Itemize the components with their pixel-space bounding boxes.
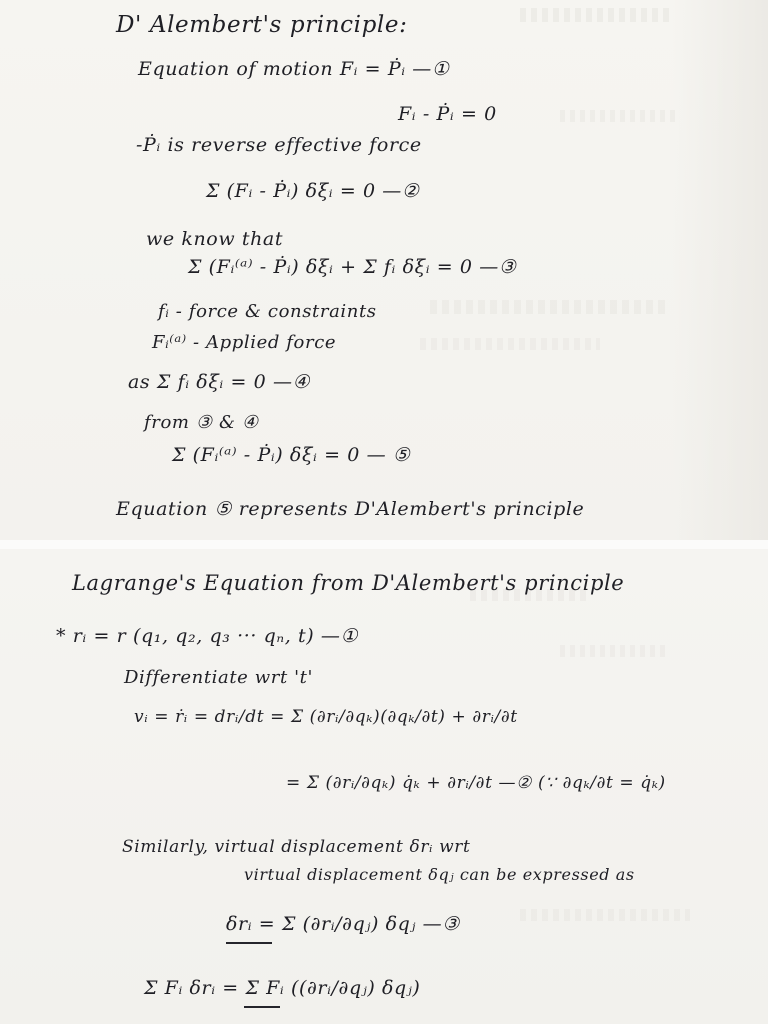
equation-line: δrᵢ = Σ (∂rᵢ/∂qⱼ) δqⱼ —③ [226,913,460,935]
bleed-through-mark [560,110,680,122]
equation-line: -Ṗᵢ is reverse effective force [136,134,422,156]
equation-line: Fᵢ - Ṗᵢ = 0 [398,103,497,125]
equation-line: Fᵢ⁽ᵃ⁾ - Applied force [152,332,337,353]
equation-line: Σ (Fᵢ⁽ᵃ⁾ - Ṗᵢ) δξᵢ = 0 — ⑤ [172,444,411,466]
equation-line: we know that [146,228,284,250]
equation-line: Equation of motion Fᵢ = Ṗᵢ —① [138,58,450,80]
bleed-through-mark [420,338,600,350]
emphasis-underline [244,1006,280,1008]
notebook-page-bottom [0,549,768,1024]
equation-line: Equation ⑤ represents D'Alembert's principle [116,498,585,520]
bleed-through-mark [430,300,670,314]
bleed-through-mark [560,645,670,657]
equation-line: Σ (Fᵢ⁽ᵃ⁾ - Ṗᵢ) δξᵢ + Σ fᵢ δξᵢ = 0 —③ [188,256,517,278]
equation-line: Similarly, virtual displacement δrᵢ wrt [122,837,471,857]
equation-line: from ③ & ④ [144,412,259,433]
page-edge-shadow [672,0,768,545]
equation-line: vᵢ = ṙᵢ = drᵢ/dt = Σ (∂rᵢ/∂qₖ)(∂qₖ/∂t) + ∂rᵢ/∂t [134,707,518,727]
equation-line: Differentiate wrt 't' [124,667,314,688]
emphasis-underline [226,942,272,944]
equation-line: * rᵢ = r (q₁, q₂, q₃ ··· qₙ, t) —① [56,625,359,647]
page-heading: Lagrange's Equation from D'Alembert's principle [72,571,625,595]
bleed-through-mark [520,8,670,22]
equation-line: Σ (Fᵢ - Ṗᵢ) δξᵢ = 0 —② [206,180,420,202]
equation-line: virtual displacement δqⱼ can be expressed as [244,865,635,884]
equation-line: fᵢ - force & constraints [158,301,377,322]
equation-line: as Σ fᵢ δξᵢ = 0 —④ [128,371,311,393]
equation-line: = Σ (∂rᵢ/∂qₖ) q̇ₖ + ∂rᵢ/∂t —② (∵ ∂qₖ/∂t = q̇ₖ) [286,773,666,793]
page-heading: D' Alembert's principle: [116,12,408,38]
bleed-through-mark [520,909,690,921]
equation-line: Σ Fᵢ δrᵢ = Σ Fᵢ ((∂rᵢ/∂qⱼ) δqⱼ) [144,977,421,999]
